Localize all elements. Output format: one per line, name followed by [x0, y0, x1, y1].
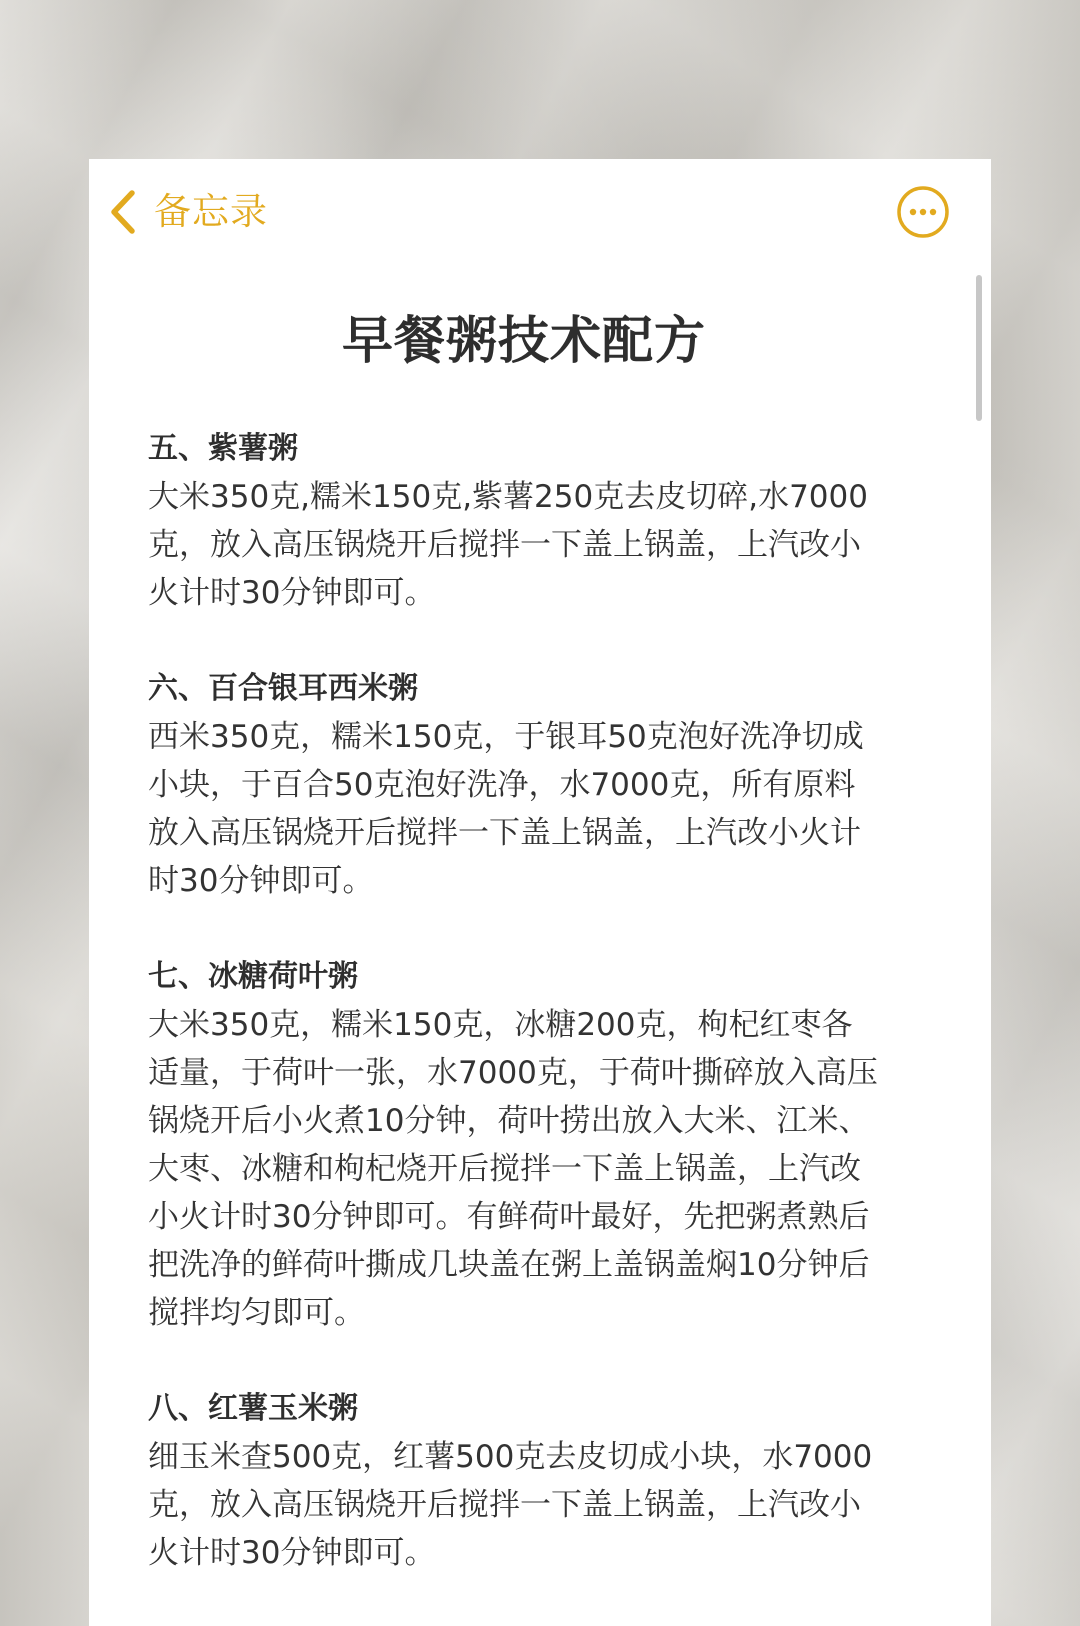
body-line: 时30分钟即可。 — [148, 863, 374, 899]
body-line: 锅烧开后小火煮10分钟，荷叶捞出放入大米、江米、 — [148, 1103, 870, 1139]
recipe-section — [148, 665, 968, 905]
body-line: 大米350克，糯米150克，冰糖200克，枸杞红枣各 — [148, 1007, 853, 1043]
back-button[interactable] — [108, 188, 268, 236]
body-line: 克，放入高压锅烧开后搅拌一下盖上锅盖，上汽改小 — [148, 527, 861, 563]
recipe-section — [148, 953, 968, 1337]
body-line: 搅拌均匀即可。 — [148, 1295, 365, 1331]
body-line: 火计时30分钟即可。 — [148, 1535, 436, 1571]
body-line: 小火计时30分钟即可。有鲜荷叶最好，先把粥煮熟后 — [148, 1199, 870, 1235]
ellipsis-circle-icon — [896, 185, 950, 239]
body-line: 克，放入高压锅烧开后搅拌一下盖上锅盖，上汽改小 — [148, 1487, 861, 1523]
chevron-left-icon — [108, 189, 138, 235]
section-heading: 八、红薯玉米粥 — [148, 1391, 358, 1426]
recipe-section — [148, 425, 968, 617]
body-line: 大枣、冰糖和枸杞烧开后搅拌一下盖上锅盖，上汽改 — [148, 1151, 861, 1187]
body-line: 把洗净的鲜荷叶撕成几块盖在粥上盖锅盖焖10分钟后 — [148, 1247, 870, 1283]
recipe-section — [148, 1385, 968, 1577]
section-heading: 六、百合银耳西米粥 — [148, 671, 418, 706]
body-line: 细玉米查500克，红薯500克去皮切成小块，水7000 — [148, 1439, 873, 1475]
body-line: 小块，于百合50克泡好洗净，水7000克，所有原料 — [148, 767, 856, 803]
back-button-label: 备忘录 — [154, 190, 268, 233]
section-heading: 七、冰糖荷叶粥 — [148, 959, 358, 994]
body-line: 大米350克,糯米150克,紫薯250克去皮切碎,水7000 — [148, 479, 868, 515]
scroll-indicator[interactable] — [976, 275, 982, 421]
more-options-button[interactable] — [896, 185, 950, 239]
body-line: 适量，于荷叶一张，水7000克，于荷叶撕碎放入高压 — [148, 1055, 878, 1091]
note-title: 早餐粥技术配方 — [342, 312, 707, 371]
body-line: 火计时30分钟即可。 — [148, 575, 436, 611]
section-heading: 五、紫薯粥 — [148, 431, 298, 466]
note-body[interactable] — [148, 425, 968, 1625]
body-line: 放入高压锅烧开后搅拌一下盖上锅盖，上汽改小火计 — [148, 815, 861, 851]
body-line: 西米350克，糯米150克，于银耳50克泡好洗净切成 — [148, 719, 864, 755]
